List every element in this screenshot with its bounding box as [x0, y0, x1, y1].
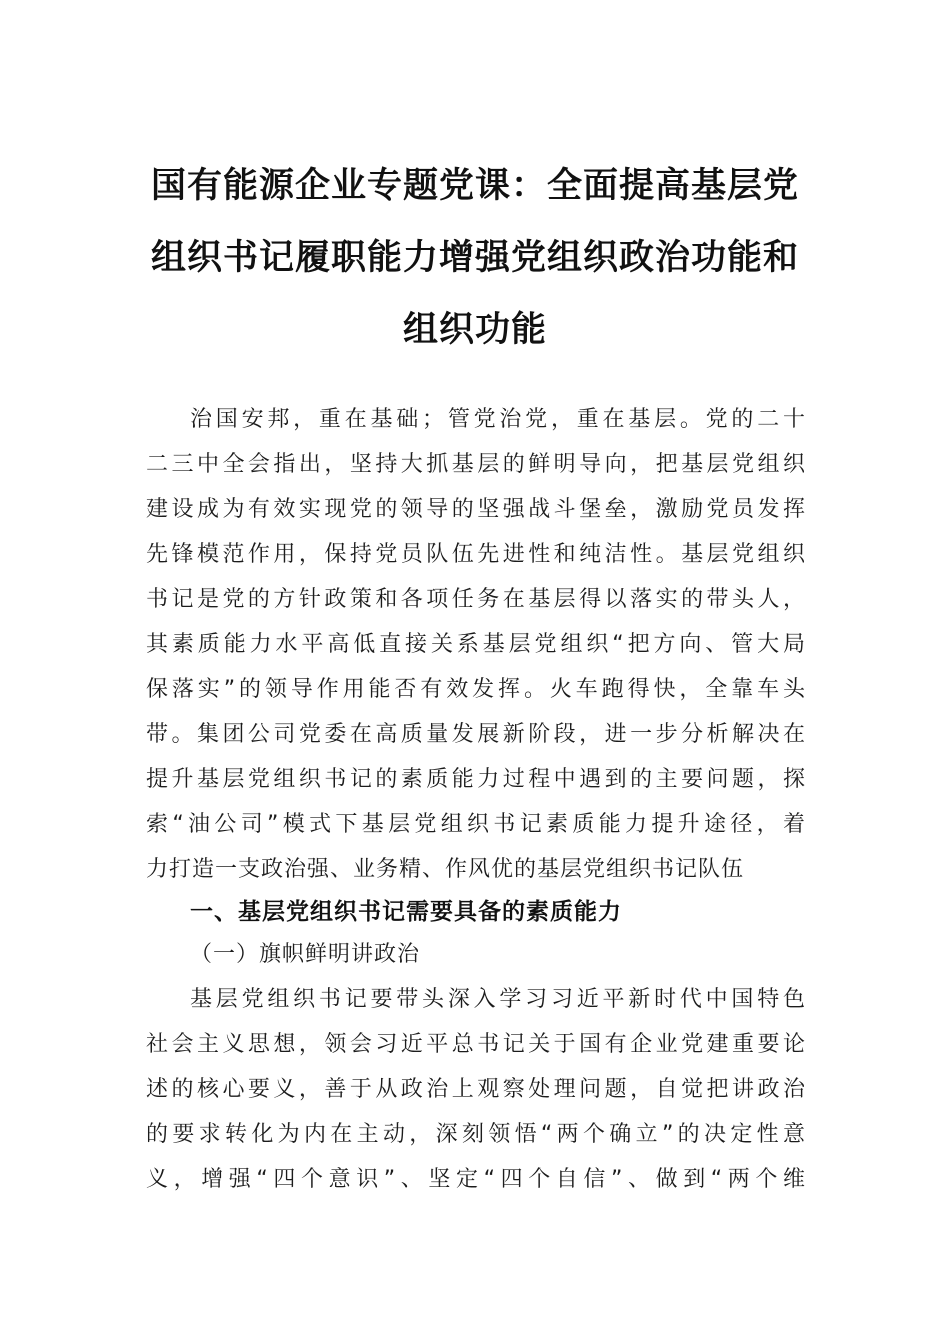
- paragraph-line: 义，增强“四个意识”、坚定“四个自信”、做到“两个维: [146, 1167, 806, 1192]
- paragraph-line: 保落实”的领导作用能否有效发挥。火车跑得快，全靠车头: [146, 677, 806, 702]
- document-title: [130, 150, 820, 366]
- paragraph-line: 基层党组织书记要带头深入学习习近平新时代中国特色: [190, 987, 806, 1012]
- paragraph-line: 力打造一支政治强、业务精、作风优的基层党组织书记队伍: [146, 857, 745, 882]
- subsection-heading: （一）旗帜鲜明讲政治: [190, 942, 421, 967]
- paragraph-line: 先锋模范作用，保持党员队伍先进性和纯洁性。基层党组织: [146, 542, 806, 567]
- paragraph-line: 治国安邦，重在基础；管党治党，重在基层。党的二十: [190, 407, 806, 432]
- paragraph-line: 其素质能力水平高低直接关系基层党组织“把方向、管大局: [146, 632, 806, 657]
- paragraph-line: 的要求转化为内在主动，深刻领悟“两个确立”的决定性意: [146, 1122, 806, 1147]
- intro-paragraph: [146, 397, 806, 892]
- paragraph-line: 提升基层党组织书记的素质能力过程中遇到的主要问题，探: [146, 767, 806, 792]
- paragraph-line: 二三中全会指出，坚持大抓基层的鲜明导向，把基层党组织: [146, 452, 806, 477]
- paragraph-line: 述的核心要义，善于从政治上观察处理问题，自觉把讲政治: [146, 1077, 806, 1102]
- paragraph-line: 书记是党的方针政策和各项任务在基层得以落实的带头人，: [146, 587, 806, 612]
- paragraph-line: 索“油公司”模式下基层党组织书记素质能力提升途径，着: [146, 812, 806, 837]
- paragraph-line: 带。集团公司党委在高质量发展新阶段，进一步分析解决在: [146, 722, 806, 747]
- subsection-paragraph: [146, 977, 806, 1202]
- section-heading: 一、基层党组织书记需要具备的素质能力: [190, 899, 622, 925]
- paragraph-line: 社会主义思想，领会习近平总书记关于国有企业党建重要论: [146, 1032, 806, 1057]
- title-line: 组织功能: [402, 309, 547, 350]
- title-line: 组织书记履职能力增强党组织政治功能和: [150, 237, 799, 278]
- title-line: 国有能源企业专题党课：全面提高基层党: [150, 165, 799, 206]
- paragraph-line: 建设成为有效实现党的领导的坚强战斗堡垒，激励党员发挥: [146, 497, 806, 522]
